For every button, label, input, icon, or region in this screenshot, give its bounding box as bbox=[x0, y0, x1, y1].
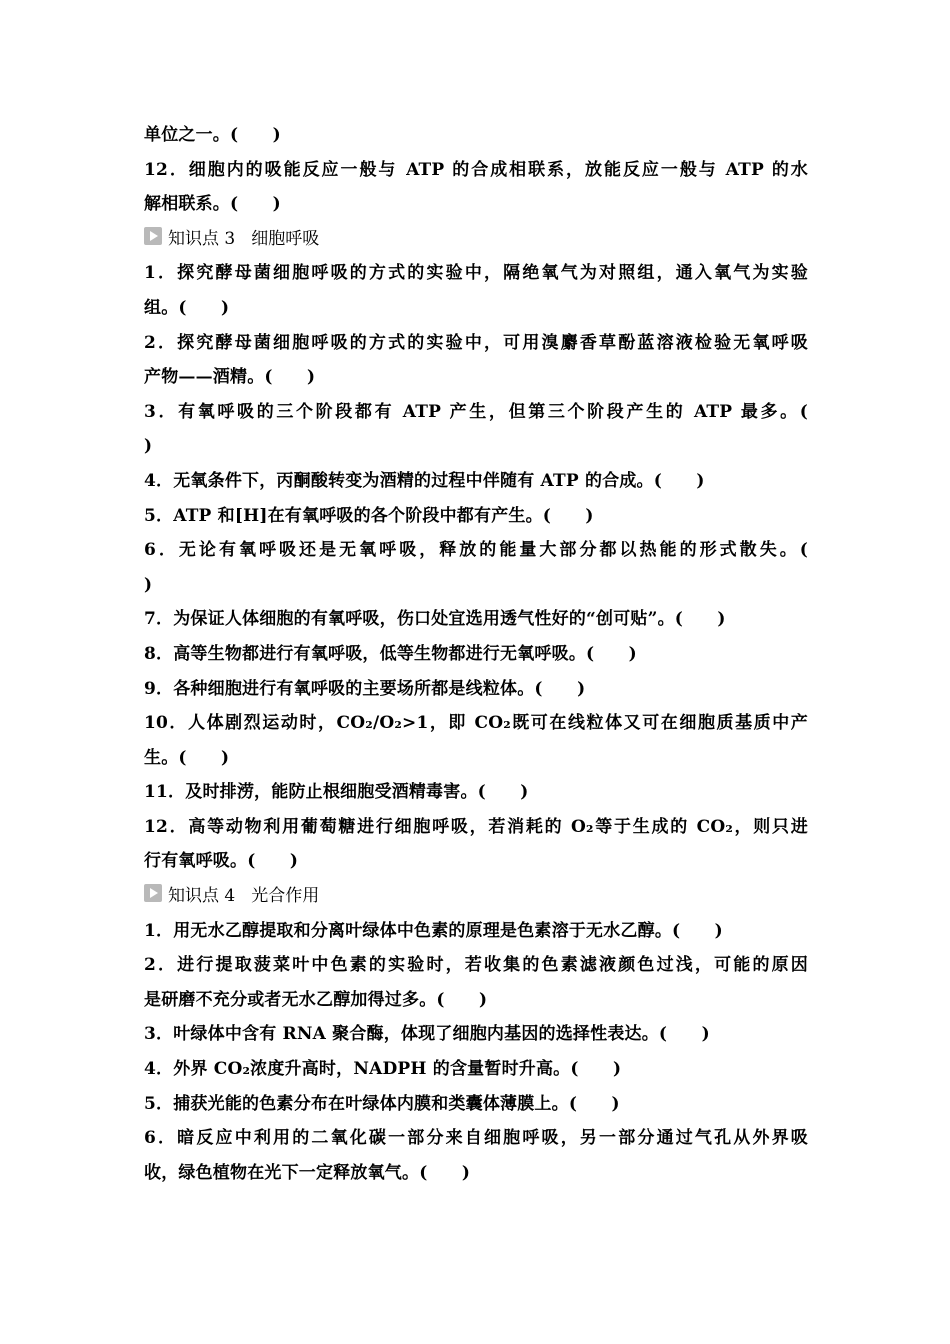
text-line: 3．有氧呼吸的三个阶段都有 ATP 产生，但第三个阶段产生的 ATP 最多。( bbox=[144, 401, 808, 422]
text-line: 9．各种细胞进行有氧呼吸的主要场所都是线粒体。( ) bbox=[144, 678, 586, 699]
play-icon bbox=[144, 884, 162, 902]
text-line: 7．为保证人体细胞的有氧呼吸，伤口处宜选用透气性好的“创可贴”。( ) bbox=[144, 609, 726, 630]
text-line: 2．进行提取菠菜叶中色素的实验时，若收集的色素滤液颜色过浅，可能的原因 bbox=[144, 955, 808, 976]
text-line: 8．高等生物都进行有氧呼吸，低等生物都进行无氧呼吸。( ) bbox=[144, 643, 637, 664]
text-line: 1．用无水乙醇提取和分离叶绿体中色素的原理是色素溶于无水乙醇。( ) bbox=[144, 920, 723, 941]
text-line: 12．高等动物利用葡萄糖进行细胞呼吸，若消耗的 O₂等于生成的 CO₂，则只进 bbox=[144, 816, 808, 837]
text-line: 3．叶绿体中含有 RNA 聚合酶，体现了细胞内基因的选择性表达。( ) bbox=[144, 1024, 710, 1045]
text-line: 组。( ) bbox=[144, 297, 230, 318]
play-icon bbox=[144, 227, 162, 245]
text-line: 2．探究酵母菌细胞呼吸的方式的实验中，可用溴麝香草酚蓝溶液检验无氧呼吸 bbox=[144, 332, 808, 353]
text-line: 5．捕获光能的色素分布在叶绿体内膜和类囊体薄膜上。( ) bbox=[144, 1093, 620, 1114]
section-heading-knowledge-point-3 bbox=[144, 222, 808, 257]
text-line: 产物——酒精。( ) bbox=[144, 367, 316, 388]
text-line: 生。( ) bbox=[144, 747, 230, 768]
heading-title: 光合作用 bbox=[251, 886, 320, 907]
text-line: 是研磨不充分或者无水乙醇加得过多。( ) bbox=[144, 989, 488, 1010]
text-line: ) bbox=[144, 574, 153, 595]
heading-label: 知识点 3 bbox=[168, 228, 236, 249]
heading-title: 细胞呼吸 bbox=[251, 228, 320, 249]
text-line: 解相联系。( ) bbox=[144, 194, 281, 215]
text-line: 4．外界 CO₂浓度升高时，NADPH 的含量暂时升高。( ) bbox=[144, 1059, 622, 1080]
text-line: 11．及时排涝，能防止根细胞受酒精毒害。( ) bbox=[144, 782, 529, 803]
text-line: 6．暗反应中利用的二氧化碳一部分来自细胞呼吸，另一部分通过气孔从外界吸 bbox=[144, 1128, 808, 1149]
section-heading-knowledge-point-4 bbox=[144, 879, 808, 914]
text-line: ) bbox=[144, 436, 153, 457]
text-line: 10．人体剧烈运动时，CO₂/O₂>1，即 CO₂既可在线粒体又可在细胞质基质中产 bbox=[144, 713, 808, 734]
text-line: 12．细胞内的吸能反应一般与 ATP 的合成相联系，放能反应一般与 ATP 的水 bbox=[144, 159, 808, 180]
document-page bbox=[144, 118, 808, 1190]
text-line: 1．探究酵母菌细胞呼吸的方式的实验中，隔绝氧气为对照组，通入氧气为实验 bbox=[144, 263, 808, 284]
heading-label: 知识点 4 bbox=[168, 886, 236, 907]
text-line: 收，绿色植物在光下一定释放氧气。( ) bbox=[144, 1162, 471, 1183]
text-line: 5．ATP 和[H]在有氧呼吸的各个阶段中都有产生。( ) bbox=[144, 505, 594, 526]
text-line: 6．无论有氧呼吸还是无氧呼吸，释放的能量大部分都以热能的形式散失。( bbox=[144, 540, 808, 561]
text-line: 行有氧呼吸。( ) bbox=[144, 851, 299, 872]
text-line: 单位之一。( ) bbox=[144, 125, 281, 145]
text-line: 4．无氧条件下，丙酮酸转变为酒精的过程中伴随有 ATP 的合成。( ) bbox=[144, 470, 705, 491]
